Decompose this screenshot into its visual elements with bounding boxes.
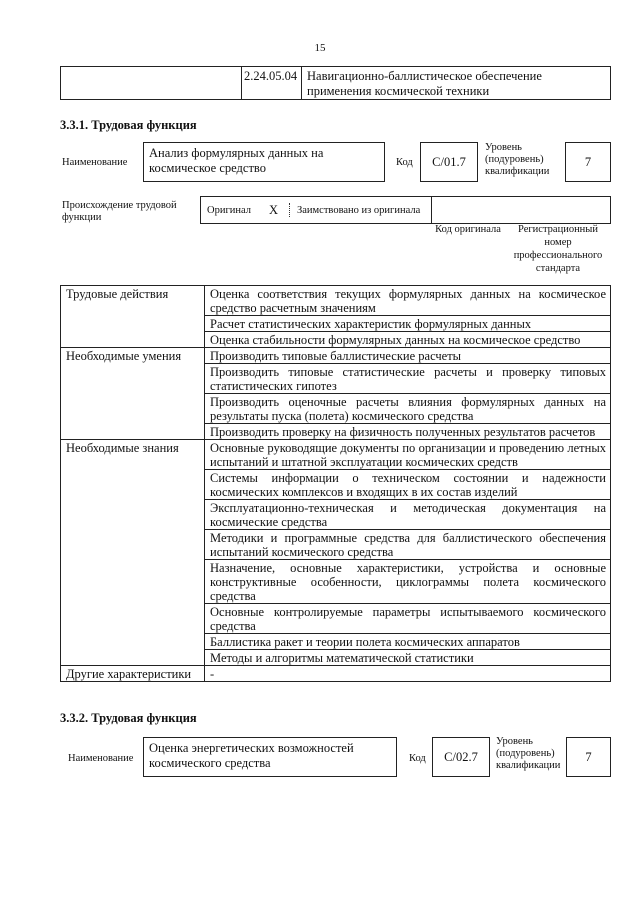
original-label: Оригинал	[207, 205, 251, 216]
table-cell: Эксплуатационно-техническая и методическая документация на космические средства	[205, 500, 611, 530]
code-original-label: Код оригинала	[435, 224, 501, 235]
table-cell: Производить оценочные расчеты влияния формулярных данных на результаты пуска (полета) космического средства	[205, 394, 611, 424]
table-cell: Основные контролируемые параметры испытываемого космического средства	[205, 604, 611, 634]
level-box-2	[566, 737, 611, 777]
table-cell: -	[205, 666, 611, 682]
name-label-2: Наименование	[68, 753, 134, 764]
name-label-1: Наименование	[62, 157, 128, 168]
section-heading-1: 3.3.1. Трудовая функция	[60, 118, 197, 132]
table-cell: Методы и алгоритмы математической статистики	[205, 650, 611, 666]
code-value-1: С/01.7	[432, 155, 466, 169]
function-name-2: Оценка энергетических возможностей космического средства	[149, 741, 354, 770]
table-cell: Методики и программные средства для баллистического обеспечения испытаний космического средства	[205, 530, 611, 560]
table-cell: Производить типовые статистические расчеты и проверку типовых статистических гипотез	[205, 364, 611, 394]
section-heading-2: 3.3.2. Трудовая функция	[60, 711, 197, 725]
table-cell: Назначение, основные характеристики, устройства и основные конструктивные особенности, циклограммы полета космического средства	[205, 560, 611, 604]
top-table	[60, 66, 611, 100]
level-box-1	[565, 142, 611, 182]
table-cell: Производить типовые баллистические расчеты	[205, 348, 611, 364]
borrowed-label: Заимствовано из оригинала	[297, 205, 421, 216]
table-cell: Оценка стабильности формулярных данных на космическое средство	[205, 332, 611, 348]
level-label-1: Уровень (подуровень) квалификации	[485, 142, 550, 177]
table-row	[61, 286, 611, 316]
occupation-title: Навигационно-баллистическое обеспечение применения космической техники	[307, 69, 542, 98]
table-row	[61, 348, 611, 364]
code-box-1	[420, 142, 478, 182]
row-label: Трудовые действия	[61, 286, 205, 348]
table-cell: Расчет статистических характеристик формулярных данных	[205, 316, 611, 332]
table-cell: Оценка соответствия текущих формулярных данных на космическое средство расчетным значениям	[205, 286, 611, 316]
occupation-code: 2.24.05.04	[244, 69, 298, 83]
table-cell: Основные руководящие документы по организации и проведению летных испытаний и штатной эксплуатации космических средств	[205, 440, 611, 470]
function-table	[60, 285, 611, 682]
code-value-2: С/02.7	[444, 750, 478, 764]
function-name-1: Анализ формулярных данных на космическое средство	[149, 146, 324, 175]
reg-number-label: Регистрационный номер профессионального стандарта	[513, 224, 603, 274]
function-name-box-2	[143, 737, 397, 777]
original-mark: X	[269, 203, 279, 217]
level-value-2: 7	[585, 750, 592, 764]
page-number: 15	[314, 42, 326, 54]
table-row	[61, 666, 611, 682]
row-label: Необходимые знания	[61, 440, 205, 666]
code-label-1: Код	[396, 157, 413, 168]
code-label-2: Код	[409, 753, 426, 764]
function-name-box-1	[143, 142, 385, 182]
table-cell: Баллистика ракет и теории полета космических аппаратов	[205, 634, 611, 650]
row-label: Необходимые умения	[61, 348, 205, 440]
table-cell: Производить проверку на физичность полученных результатов расчетов	[205, 424, 611, 440]
code-box-2	[432, 737, 490, 777]
row-label: Другие характеристики	[61, 666, 205, 682]
origin-label: Происхождение трудовой функции	[62, 200, 177, 223]
origin-box	[200, 196, 611, 224]
level-label-2: Уровень (подуровень) квалификации	[496, 736, 561, 771]
table-cell: Системы информации о техническом состоянии и надежности космических комплексов и входящих в их состав изделий	[205, 470, 611, 500]
level-value-1: 7	[584, 155, 592, 169]
table-row	[61, 440, 611, 470]
